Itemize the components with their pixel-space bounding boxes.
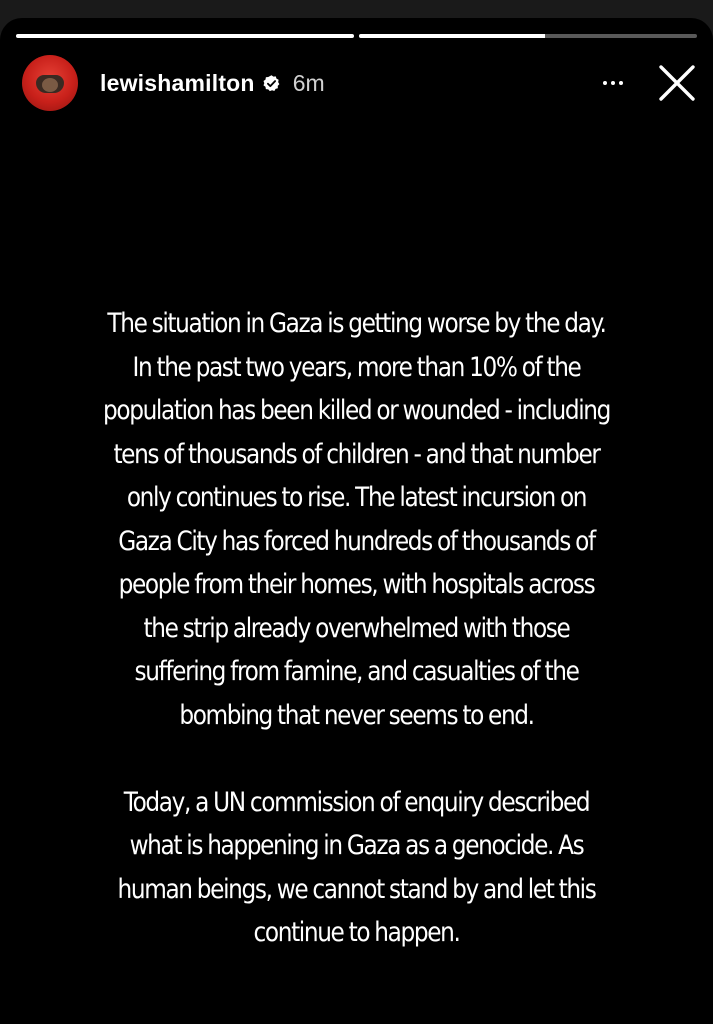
post-time: 6m xyxy=(292,69,325,96)
story-paragraph: Today, a UN commission of enquiry described what is happening in Gaza as a genocide. As human beings, we cannot stand by and let this continue to happen. xyxy=(117,786,596,948)
story-viewer xyxy=(0,18,713,1024)
story-text xyxy=(102,302,612,955)
story-header xyxy=(22,54,697,112)
progress-segment xyxy=(16,34,354,38)
progress-segment xyxy=(359,34,697,38)
avatar-face xyxy=(42,78,58,92)
story-paragraph: The situation in Gaza is getting worse by the day. In the past two years, more than 10% of the population has been killed or wounded - including tens of thousands of children - and that number only continues to rise. The latest incursion on Gaza City has forced hundreds of thousands of people from their homes, with hospitals across the strip already overwhelmed with those suffering from famine, and casualties of the bombing that never seems to end. xyxy=(103,308,610,731)
progress-fill xyxy=(16,34,354,38)
more-options-icon[interactable] xyxy=(595,68,631,98)
close-icon[interactable] xyxy=(657,63,697,103)
story-progress xyxy=(16,34,697,38)
verified-badge-icon xyxy=(262,74,281,93)
avatar[interactable] xyxy=(22,55,78,111)
username[interactable]: lewishamilton xyxy=(100,69,255,96)
progress-fill xyxy=(359,34,545,38)
